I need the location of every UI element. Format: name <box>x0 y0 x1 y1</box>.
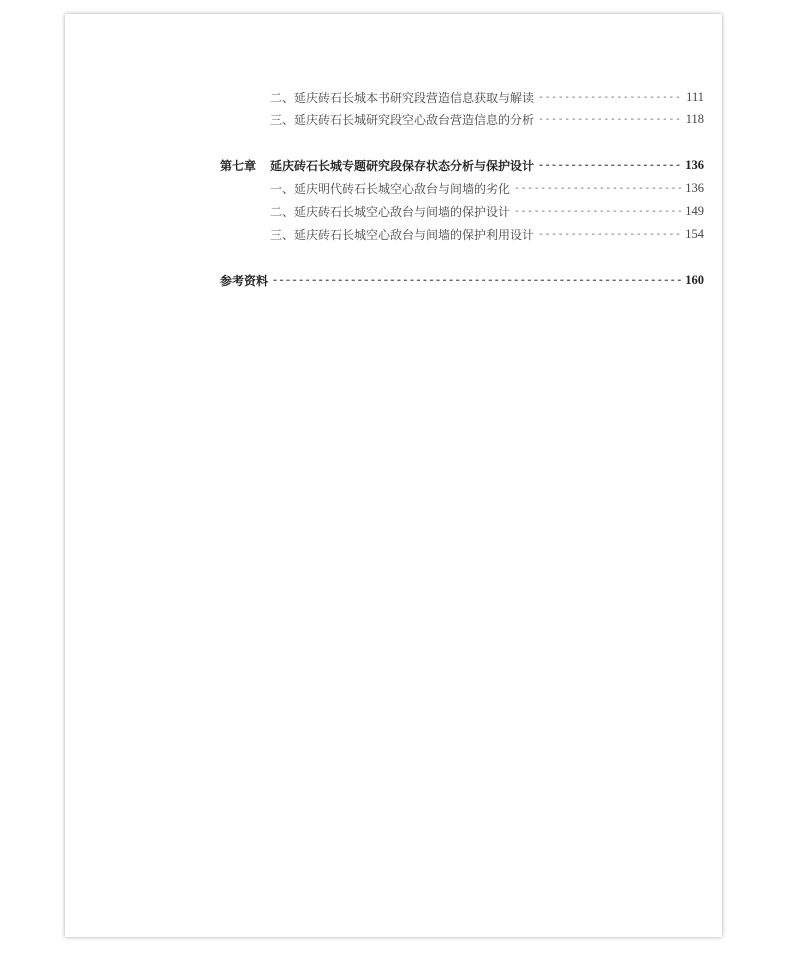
toc-entry-title: 二、延庆砖石长城本书研究段营造信息获取与解读 <box>270 90 535 105</box>
toc-leader <box>538 92 682 103</box>
toc-leader <box>272 275 681 286</box>
toc-entry[interactable] <box>65 110 704 128</box>
toc-leader <box>538 229 681 240</box>
toc-leader <box>538 114 682 125</box>
toc-entry-page: 154 <box>685 226 704 241</box>
chapter-page: 136 <box>685 157 704 172</box>
toc-entry[interactable] <box>65 202 704 220</box>
toc-entry-page: 118 <box>685 111 704 126</box>
references-title: 参考资料 <box>220 273 269 288</box>
toc-references[interactable] <box>65 271 704 289</box>
toc-entry[interactable] <box>65 88 704 106</box>
toc-entry-title: 三、延庆砖石长城研究段空心敌台营造信息的分析 <box>270 112 535 127</box>
toc-entry-page: 149 <box>685 203 704 218</box>
document-page <box>65 14 722 937</box>
toc-entry[interactable] <box>65 179 704 197</box>
toc-leader <box>514 206 681 217</box>
toc-entry-title: 二、延庆砖石长城空心敌台与间墙的保护设计 <box>270 204 511 219</box>
chapter-title: 延庆砖石长城专题研究段保存状态分析与保护设计 <box>270 158 535 173</box>
references-page: 160 <box>685 272 704 287</box>
chapter-label: 第七章 <box>220 158 257 173</box>
toc-chapter-7[interactable] <box>65 156 704 174</box>
toc-entry-title: 一、延庆明代砖石长城空心敌台与间墙的劣化 <box>270 181 511 196</box>
toc-leader <box>514 183 681 194</box>
toc-entry[interactable] <box>65 225 704 243</box>
toc-leader <box>538 160 681 171</box>
toc-entry-page: 111 <box>686 89 704 104</box>
toc-entry-page: 136 <box>685 180 704 195</box>
toc-entry-title: 三、延庆砖石长城空心敌台与间墙的保护利用设计 <box>270 227 535 242</box>
